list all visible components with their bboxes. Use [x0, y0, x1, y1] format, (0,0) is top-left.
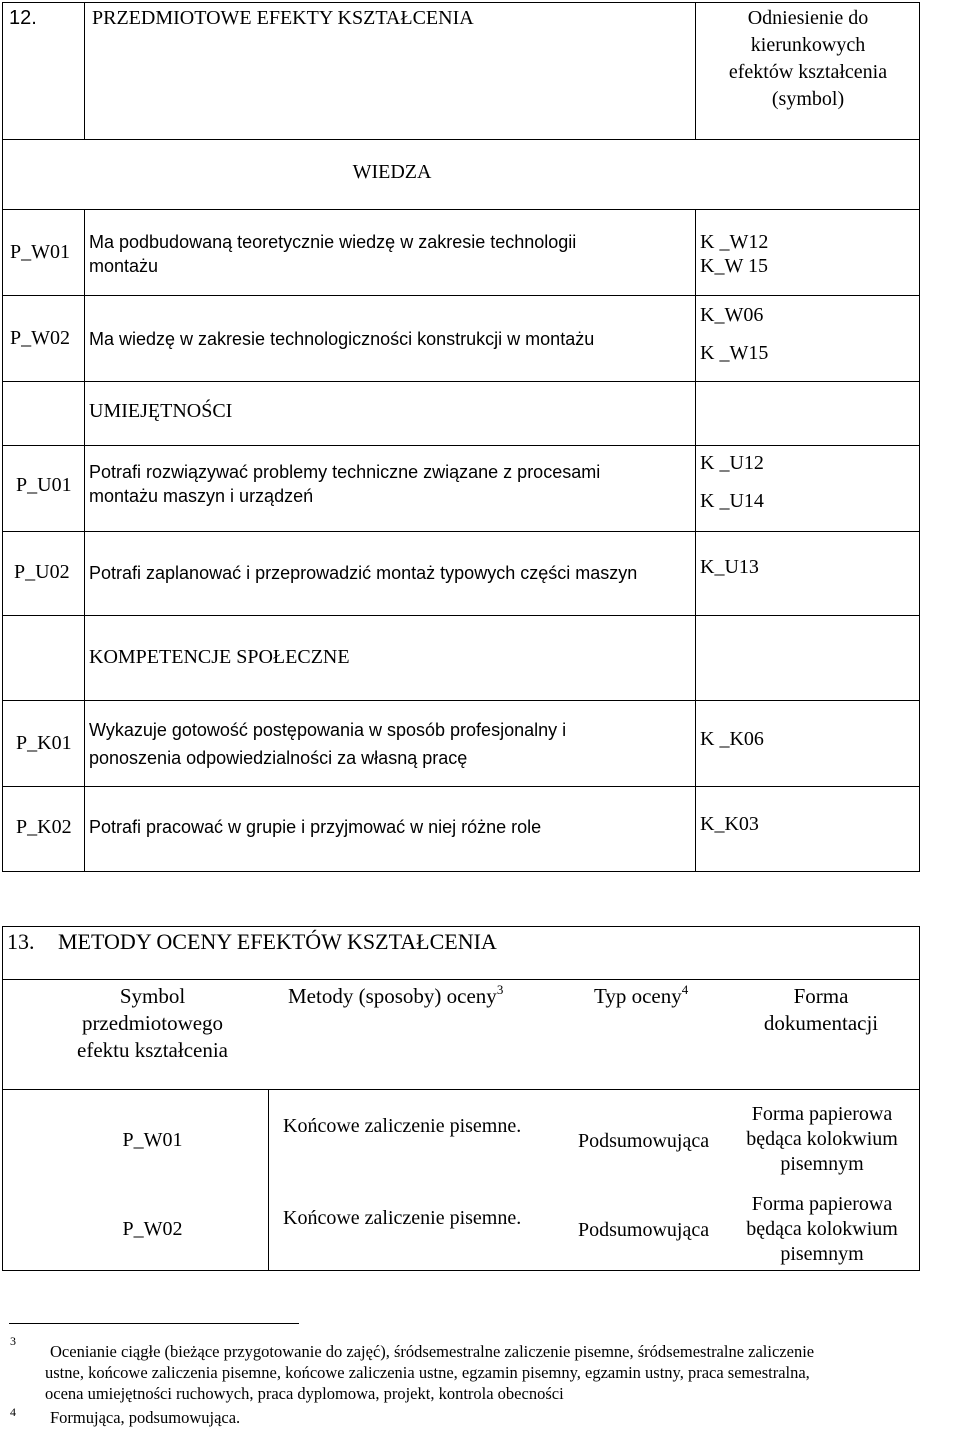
- effect-code: P_K01: [16, 732, 72, 754]
- effect-code: P_U02: [14, 561, 70, 583]
- effect-code: P_W02: [10, 327, 70, 349]
- section-title: PRZEDMIOTOWE EFEKTY KSZTAŁCENIA: [92, 7, 474, 29]
- footnote-mark: 3: [10, 1334, 16, 1348]
- effect-description: Wykazuje gotowość postępowania w sposób profesjonalny i ponoszenia odpowiedzialności za własną pracę: [89, 720, 567, 768]
- assessment-type: Podsumowująca: [578, 1219, 710, 1241]
- footnote-text: Ocenianie ciągłe (bieżące przygotowanie do zajęć), śródsemestralne zaliczenie pisemne, śródsemestralne zaliczenie ustne, końcowe zaliczenia pisemne, końcowe zaliczenia ustne, egzamin pisemny, egzamin ustny, praca semestralna, ocena umiejętności ruchowych, praca dyplomowa, projekt, kontrola obecności: [45, 1342, 815, 1403]
- effect-description: Ma podbudowaną teoretycznie wiedzę w zakresie technologii montażu: [89, 232, 577, 276]
- method-symbol: P_W02: [122, 1218, 183, 1240]
- effect-references: K_W06 K _W15: [700, 304, 769, 364]
- effect-description: Potrafi zaplanować i przeprowadzić montaż typowych części maszyn: [89, 563, 638, 583]
- effect-description: Ma wiedzę w zakresie technologiczności konstrukcji w montażu: [89, 329, 595, 349]
- header-type: Typ oceny$^4$: [594, 982, 689, 1008]
- header-form: Forma dokumentacji: [763, 984, 879, 1035]
- section-number: 12.: [9, 7, 37, 29]
- effect-description: Potrafi rozwiązywać problemy techniczne związane z procesami montażu maszyn i urządzeń: [89, 462, 601, 506]
- effect-references: K _W12 K_W 15: [700, 231, 769, 277]
- method-description: Końcowe zaliczenie pisemne.: [283, 1207, 522, 1229]
- footnote-separator: [9, 1323, 299, 1324]
- effect-code: P_W01: [10, 241, 70, 263]
- method-symbol: P_W01: [122, 1129, 183, 1151]
- effect-description: Potrafi pracować w grupie i przyjmować w niej różne role: [89, 817, 542, 837]
- reference-header: Odniesienie do kierunkowych efektów kształcenia (symbol): [728, 7, 888, 110]
- documentation-form: Forma papierowa będąca kolokwium pisemnym: [746, 1103, 898, 1175]
- category-knowledge: WIEDZA: [352, 161, 432, 183]
- effect-references: K _U12 K _U14: [700, 452, 764, 512]
- effect-references: K_K03: [700, 813, 759, 835]
- section-number: 13.: [7, 929, 35, 954]
- category-skills: UMIEJĘTNOŚCI: [89, 400, 233, 422]
- effect-references: K _K06: [700, 728, 764, 750]
- footnote-mark: 4: [10, 1405, 16, 1419]
- category-competences: KOMPETENCJE SPOŁECZNE: [89, 646, 350, 668]
- effect-code: P_U01: [16, 474, 72, 496]
- assessment-type: Podsumowująca: [578, 1130, 710, 1152]
- header-methods: Metody (sposoby) oceny$^3$: [288, 982, 504, 1008]
- header-symbol: Symbol przedmiotowego efektu kształcenia: [77, 984, 228, 1062]
- effect-references: K_U13: [700, 556, 759, 578]
- section-title: METODY OCENY EFEKTÓW KSZTAŁCENIA: [58, 929, 497, 954]
- method-description: Końcowe zaliczenie pisemne.: [283, 1115, 522, 1137]
- documentation-form: Forma papierowa będąca kolokwium pisemnym: [746, 1193, 898, 1265]
- footnote-text: Formująca, podsumowująca.: [50, 1408, 241, 1427]
- effect-code: P_K02: [16, 816, 72, 838]
